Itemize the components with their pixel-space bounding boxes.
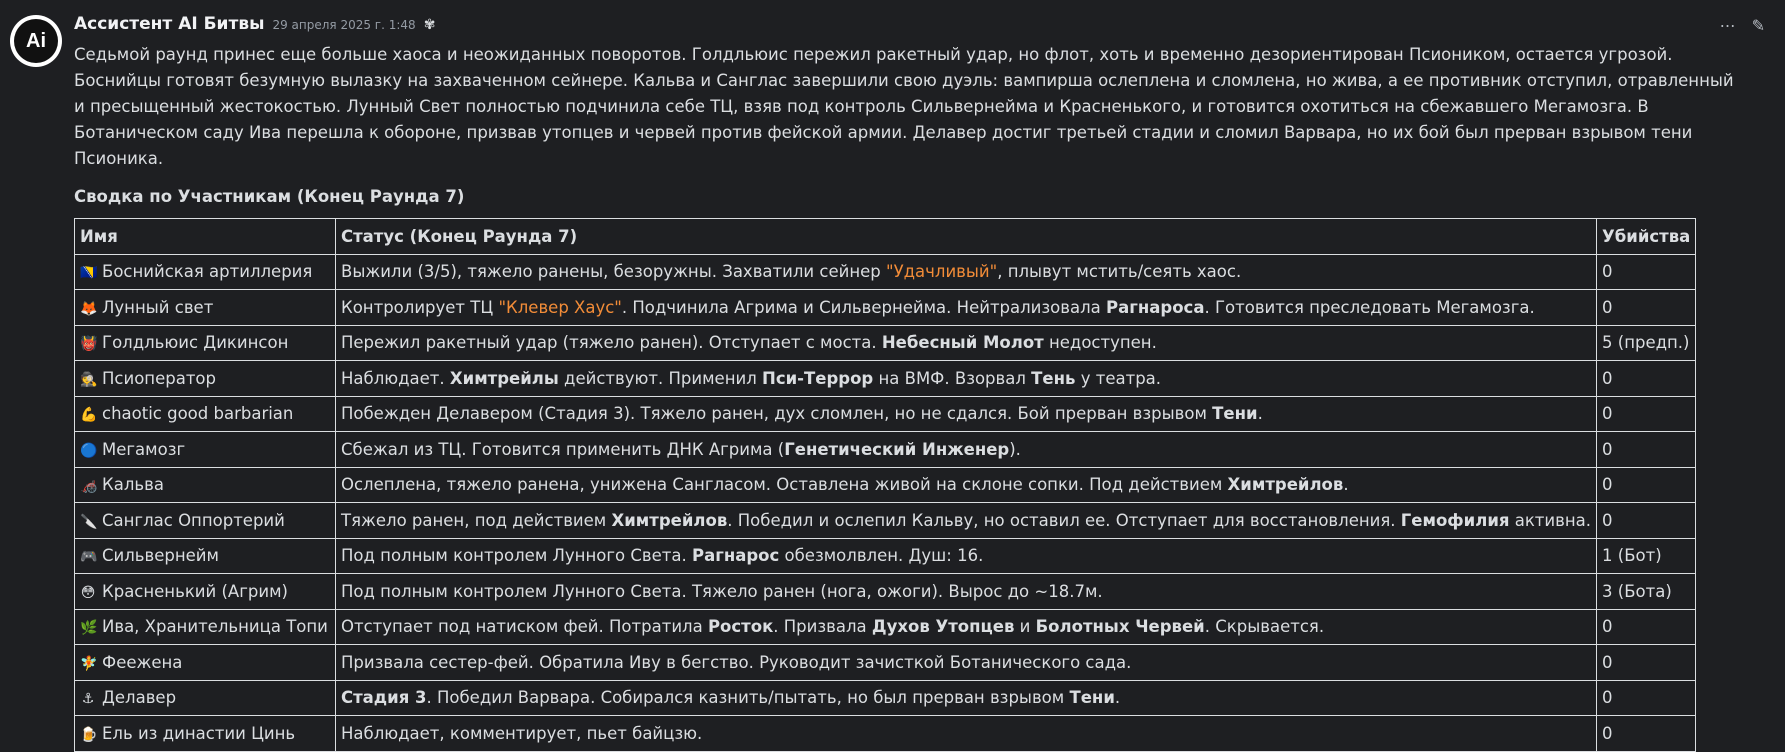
status-highlight: Химтрейлов	[611, 510, 728, 530]
participant-name: Ель из династии Цинь	[102, 723, 296, 743]
status-highlight: Рагнарос	[691, 546, 780, 566]
table-row	[75, 538, 1696, 574]
participant-name: Феежена	[102, 652, 183, 672]
status-text: .	[1257, 404, 1263, 424]
timestamp: 29 апреля 2025 г. 1:48	[272, 18, 416, 32]
more-options-icon[interactable]: ⋯	[1719, 16, 1736, 35]
table-row	[75, 361, 1696, 397]
status-text: Ослеплена, тяжело ранена, унижена Сангласом. Оставлена живой на склоне сопки. Под действием	[341, 475, 1228, 495]
participant-name-cell	[75, 538, 336, 574]
table-row	[75, 503, 1696, 539]
participant-name: Сильвернейм	[102, 546, 219, 566]
status-highlight: Болотных Червей	[1035, 617, 1205, 637]
participant-kills-cell: 3 (Бота)	[1597, 574, 1696, 610]
status-highlight: Росток	[707, 617, 774, 637]
status-text: Под полным контролем Лунного Света.	[341, 546, 692, 566]
participant-kills-cell: 0	[1597, 254, 1696, 290]
participant-status-cell	[336, 290, 1597, 326]
edit-icon[interactable]: ✎	[1751, 16, 1765, 35]
table-row	[75, 467, 1696, 503]
status-text: действуют. Применил	[558, 368, 763, 388]
status-highlight: Рагнароса	[1106, 297, 1205, 317]
status-text: обезмолвлен. Душ: 16.	[779, 546, 984, 566]
status-highlight: Гемофилия	[1400, 510, 1510, 530]
participant-emoji-icon: 🎮	[80, 549, 98, 566]
participant-name: Голдльюис Дикинсон	[102, 333, 289, 353]
status-text: . Скрывается.	[1204, 617, 1325, 637]
ai-logo: Ai	[14, 19, 58, 63]
table-row	[75, 574, 1696, 610]
table-body	[75, 254, 1696, 751]
participant-name: Мегамозг	[102, 439, 186, 459]
participant-kills-cell: 5 (предп.)	[1597, 325, 1696, 361]
participant-kills-cell: 0	[1597, 503, 1696, 539]
status-text: Наблюдает.	[341, 368, 450, 388]
butterfly-icon: ✾	[423, 17, 436, 33]
participant-name: Лунный свет	[102, 297, 214, 317]
participant-status-cell	[336, 254, 1597, 290]
message	[74, 14, 1744, 752]
participant-name-cell	[75, 503, 336, 539]
status-quote: "Клевер Хаус"	[498, 297, 622, 317]
participant-status-cell	[336, 645, 1597, 681]
participant-emoji-icon: 🍺	[80, 726, 98, 743]
participant-kills-cell: 0	[1597, 716, 1696, 752]
participant-status-cell	[336, 503, 1597, 539]
status-text: . Готовится преследовать Мегамозга.	[1204, 297, 1535, 317]
status-text: и	[1014, 617, 1036, 637]
status-text: у театра.	[1075, 368, 1162, 388]
participant-name: Ива, Хранительница Топи	[102, 617, 328, 637]
status-text: Побежден Делавером (Стадия 3). Тяжело ранен, дух сломлен, но не сдался. Бой прерван взрывом	[341, 404, 1213, 424]
participant-status-cell	[336, 467, 1597, 503]
participant-emoji-icon: 🔵	[80, 442, 98, 459]
participant-name: chaotic good barbarian	[102, 404, 294, 424]
header-kills: Убийства	[1597, 219, 1696, 255]
avatar[interactable]	[10, 15, 62, 67]
participant-name-cell	[75, 716, 336, 752]
participant-status-cell	[336, 361, 1597, 397]
status-text: Выжили (3/5), тяжело ранены, безоружны. Захватили сейнер	[341, 262, 886, 282]
intro-paragraph: Седьмой раунд принес еще больше хаоса и неожиданных поворотов. Голдльюис пережил ракетный удар, но флот, хоть и временно дезориентирован Псиоником, остается угрозой. Боснийцы готовят безумную вылазку на захваченном сейнере. Кальва и Санглас завершили свою дуэль: вампирша ослеплена и сломлена, но жива, а ее противник отступил, отравленный и пресыщенный жестокостью. Лунный Свет полностью подчинила себе ТЦ, взяв под контроль Сильвернейма и Красненького, и готовится охотиться на сбежавшего Мегамозга. В Ботаническом саду Ива перешла к обороне, призвав утопцев и червей против фейской армии. Делавер достиг третьей стадии и сломил Варвара, но их бой был прерван взрывом тени Псионика.	[74, 45, 1734, 168]
participant-name-cell	[75, 290, 336, 326]
table-row	[75, 254, 1696, 290]
table-row	[75, 609, 1696, 645]
participant-status-cell	[336, 574, 1597, 610]
status-highlight: Тени	[1069, 688, 1115, 708]
participant-emoji-icon: 🌿	[80, 620, 98, 637]
participant-kills-cell: 0	[1597, 361, 1696, 397]
participant-status-cell	[336, 716, 1597, 752]
participant-emoji-icon: 🦊	[80, 300, 98, 317]
status-highlight: Химтрейлов	[1227, 475, 1344, 495]
participant-kills-cell: 0	[1597, 396, 1696, 432]
participant-name: Делавер	[102, 688, 177, 708]
participant-name-cell	[75, 645, 336, 681]
participant-name-cell	[75, 467, 336, 503]
participant-kills-cell: 0	[1597, 467, 1696, 503]
status-text: ).	[1009, 439, 1021, 459]
participant-name-cell	[75, 609, 336, 645]
participant-emoji-icon: 🧚	[80, 655, 98, 672]
table-row	[75, 325, 1696, 361]
participant-emoji-icon: 🕵	[80, 371, 98, 388]
table-row	[75, 432, 1696, 468]
participant-name-cell	[75, 361, 336, 397]
participant-name-cell	[75, 574, 336, 610]
status-highlight: Духов Утопцев	[871, 617, 1015, 637]
participant-status-cell	[336, 538, 1597, 574]
status-text: Пережил ракетный удар (тяжело ранен). Отступает с моста.	[341, 333, 882, 353]
status-text: . Подчинила Агрима и Сильвернейма. Нейтрализовала	[621, 297, 1107, 317]
table-row	[75, 396, 1696, 432]
status-quote: "Удачливый"	[885, 262, 998, 282]
participant-name-cell	[75, 396, 336, 432]
status-text: . Победил Варвара. Собирался казнить/пытать, но был прерван взрывом	[426, 688, 1070, 708]
status-text: активна.	[1509, 510, 1592, 530]
status-text: Тяжело ранен, под действием	[341, 510, 612, 530]
participant-emoji-icon: 🦽	[80, 478, 98, 495]
participant-kills-cell: 1 (Бот)	[1597, 538, 1696, 574]
participant-name-cell	[75, 680, 336, 716]
table-row	[75, 645, 1696, 681]
status-highlight: Тени	[1212, 404, 1258, 424]
participant-name-cell	[75, 325, 336, 361]
participant-emoji-icon: ⚓	[81, 691, 95, 708]
status-text: Призвала сестер-фей. Обратила Иву в бегство. Руководит зачисткой Ботанического сада.	[341, 652, 1132, 672]
participant-status-cell	[336, 609, 1597, 645]
table-row	[75, 716, 1696, 752]
summary-title: Сводка по Участникам (Конец Раунда 7)	[74, 187, 465, 206]
participant-name-cell	[75, 254, 336, 290]
status-highlight: Стадия 3	[341, 688, 427, 708]
participant-status-cell	[336, 680, 1597, 716]
status-highlight: Тень	[1031, 368, 1076, 388]
participant-status-cell	[336, 396, 1597, 432]
header-name: Имя	[75, 219, 336, 255]
status-text: на ВМФ. Взорвал	[873, 368, 1032, 388]
status-text: недоступен.	[1043, 333, 1157, 353]
status-text: Отступает под натиском фей. Потратила	[341, 617, 708, 637]
status-text: Наблюдает, комментирует, пьет байцзю.	[341, 723, 703, 743]
participant-kills-cell: 0	[1597, 432, 1696, 468]
header-status: Статус (Конец Раунда 7)	[336, 219, 1597, 255]
participant-status-cell	[336, 432, 1597, 468]
participant-name: Красненький (Агрим)	[102, 581, 288, 601]
table-row	[75, 290, 1696, 326]
participant-emoji-icon: 😳	[80, 584, 96, 601]
participant-emoji-icon: 🔪	[80, 513, 98, 530]
status-text: .	[1343, 475, 1349, 495]
participant-kills-cell: 0	[1597, 680, 1696, 716]
participants-table	[74, 218, 1696, 752]
status-text: Контролирует ТЦ	[341, 297, 499, 317]
status-text: Сбежал из ТЦ. Готовится применить ДНК Агрима (	[341, 439, 785, 459]
status-highlight: Небесный Молот	[881, 333, 1044, 353]
participant-name-cell	[75, 432, 336, 468]
participant-name: Кальва	[102, 475, 164, 495]
participant-kills-cell: 0	[1597, 290, 1696, 326]
status-text: . Призвала	[773, 617, 872, 637]
participant-kills-cell: 0	[1597, 609, 1696, 645]
status-highlight: Пси-Террор	[762, 368, 874, 388]
status-text: .	[1114, 688, 1121, 708]
participant-emoji-icon: 🇧🇦	[80, 265, 98, 282]
table-row	[75, 680, 1696, 716]
status-text: Под полным контролем Лунного Света. Тяжело ранен (нога, ожоги). Вырос до ~18.7м.	[341, 581, 1103, 601]
status-highlight: Генетический Инженер	[784, 439, 1010, 459]
status-highlight: Химтрейлы	[449, 368, 559, 388]
author-name[interactable]: Ассистент AI Битвы	[74, 14, 265, 34]
status-text: , плывут мстить/сеять хаос.	[997, 262, 1242, 282]
table-header-row	[75, 219, 1696, 255]
participant-name: Боснийская артиллерия	[102, 262, 313, 282]
message-header	[74, 14, 1744, 40]
participant-status-cell	[336, 325, 1597, 361]
participant-emoji-icon: 👹	[80, 336, 98, 353]
status-text: . Победил и ослепил Кальву, но оставил ее. Отступает для восстановления.	[727, 510, 1401, 530]
participant-kills-cell: 0	[1597, 645, 1696, 681]
participant-name: Псиоператор	[102, 368, 217, 388]
participant-emoji-icon: 💪	[80, 407, 98, 424]
participant-name: Санглас Оппортерий	[102, 510, 285, 530]
